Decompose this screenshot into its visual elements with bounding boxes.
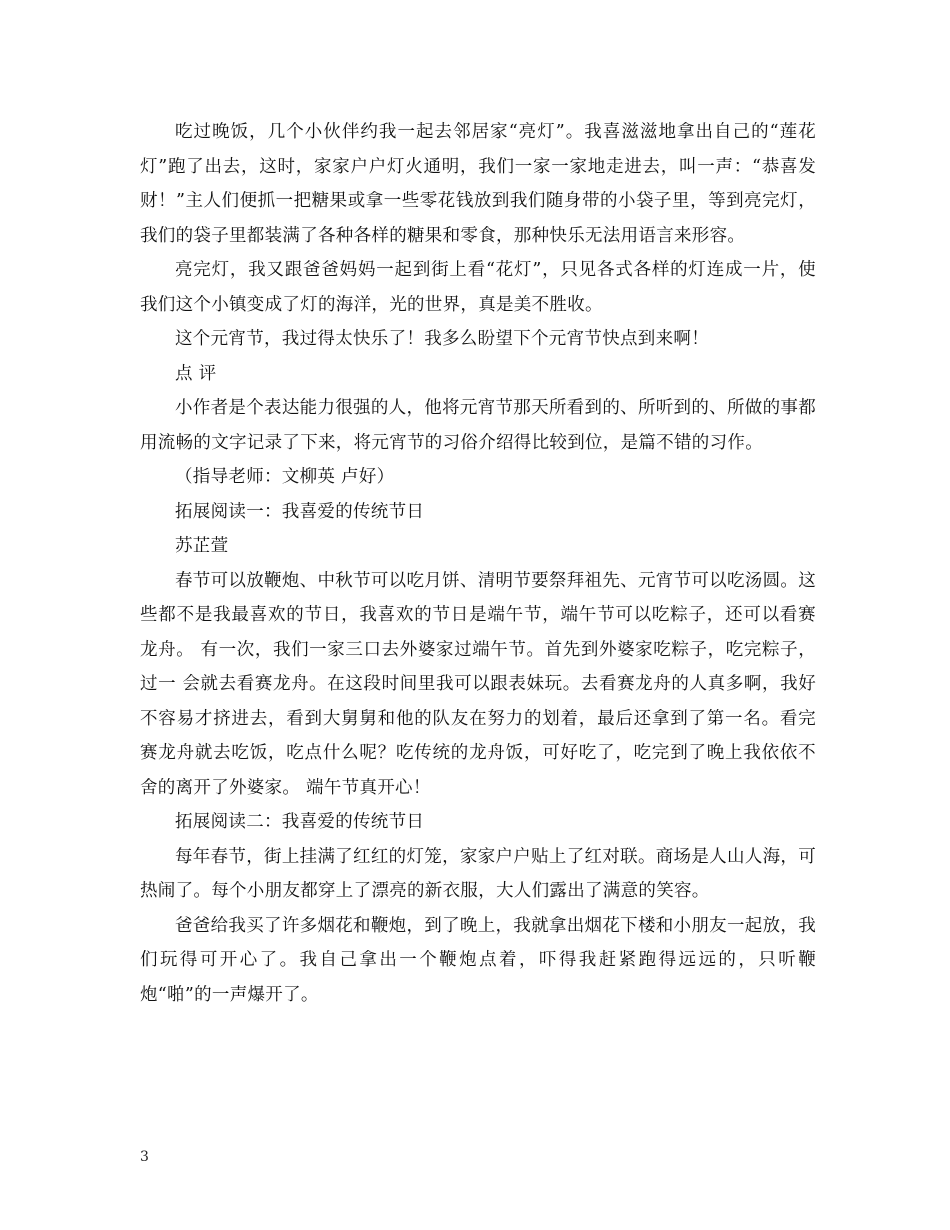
document-body [140,115,816,1012]
page-number: 3 [140,1149,149,1165]
author-name: 苏芷萱 [175,536,229,556]
paragraph-spring-festival: 每年春节，街上挂满了红红的灯笼，家家户户贴上了红对联。商场是人山人海，可热闹了。每个小朋友都穿上了漂亮的新衣服，大人们露出了满意的笑容。 [140,846,816,901]
extended-reading-two-title: 拓展阅读二：我喜爱的传统节日 [175,812,425,832]
paragraph-fireworks: 爸爸给我买了许多烟花和鞭炮，到了晚上，我就拿出烟花下楼和小朋友一起放，我们玩得可开心了。我自己拿出一个鞭炮点着，吓得我赶紧跑得远远的，只听鞭炮“啪”的一声爆开了。 [140,915,816,1005]
comment-heading: 点 评 [175,363,217,384]
paragraph-happy-festival: 这个元宵节，我过得太快乐了！我多么盼望下个元宵节快点到来啊！ [175,329,709,349]
paragraph-street-lanterns: 亮完灯，我又跟爸爸妈妈一起到街上看“花灯”，只见各式各样的灯连成一片，使我们这个小镇变成了灯的海洋，光的世界，真是美不胜收。 [140,260,816,315]
extended-reading-one-title: 拓展阅读一：我喜爱的传统节日 [175,501,425,522]
paragraph-comment: 小作者是个表达能力很强的人，他将元宵节那天所看到的、所听到的、所做的事都用流畅的文字记录了下来，将元宵节的习俗介绍得比较到位，是篇不错的习作。 [140,398,816,453]
paragraph-dragon-boat: 春节可以放鞭炮、中秋节可以吃月饼、清明节要祭拜祖先、元宵节可以吃汤圆。这些都不是我最喜欢的节日，我喜欢的节日是端午节，端午节可以吃粽子，还可以看赛龙舟。 有一次，我们一家三口去外婆家过端午节。首先到外婆家吃粽子，吃完粽子，过一 会就去看赛龙舟。在这段时间里我可以跟表妹玩。去看赛龙舟的人真多啊，我好不容易才挤进去，看到大舅舅和他的队友在努力的划着，最后还拿到了第一名。看完赛龙舟就去吃饭，吃点什么呢？吃传统的龙舟饭，可好吃了，吃完到了晚上我依依不舍的离开了外婆家。 端午节真开心！ [140,570,816,798]
teacher-credit: （指导老师：文柳英 卢好） [175,467,395,487]
paragraph-lantern-visit: 吃过晚饭，几个小伙伴约我一起去邻居家“亮灯”。我喜滋滋地拿出自己的“莲花灯”跑了出去，这时，家家户户灯火通明，我们一家一家地走进去，叫一声：“恭喜发财！”主人们便抓一把糖果或拿一些零花钱放到我们随身带的小袋子里，等到亮完灯，我们的袋子里都装满了各种各样的糖果和零食，那种快乐无法用语言来形容。 [140,122,816,246]
